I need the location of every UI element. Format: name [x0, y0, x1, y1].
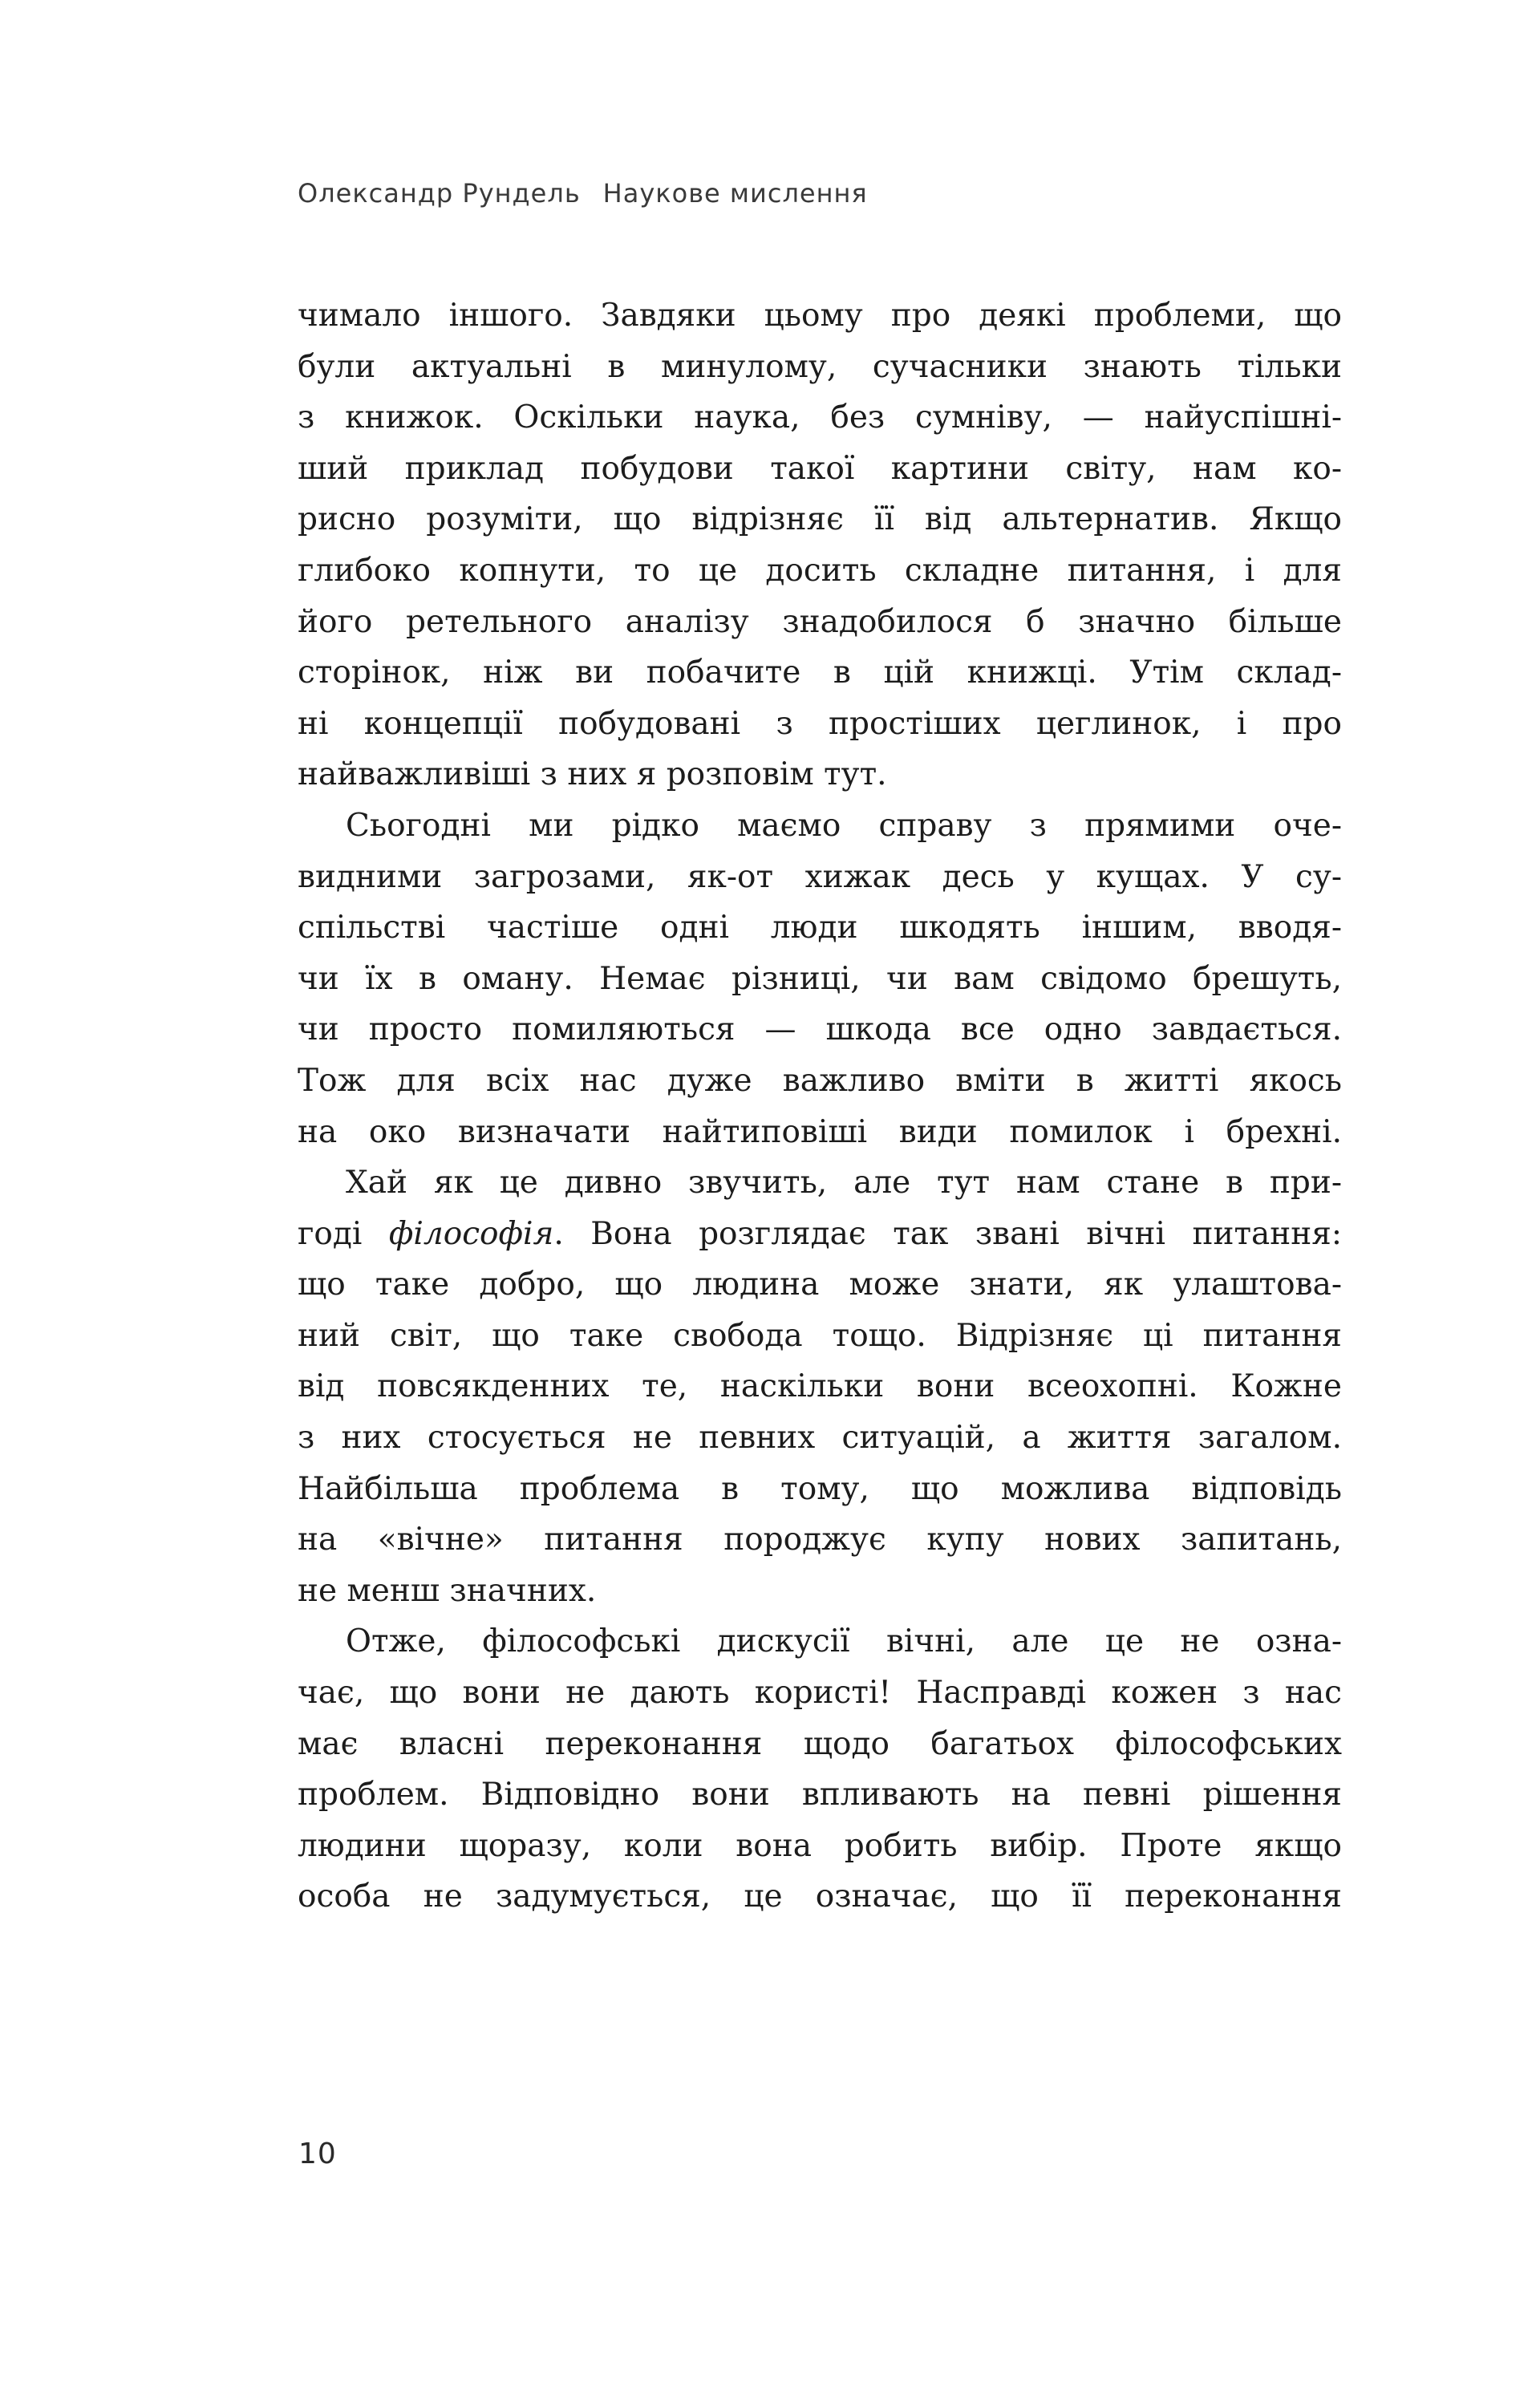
text-line: що таке добро, що людина може знати, як улаштова-	[298, 1266, 1342, 1303]
running-head	[298, 178, 868, 209]
text-line: найважливіші з них я розповім тут.	[298, 756, 887, 793]
page-body	[298, 290, 1342, 1923]
text-line: проблем. Відповідно вони впливають на певні рішення	[298, 1777, 1342, 1813]
text-line: Хай як це дивно звучить, але тут нам стане в при-	[346, 1165, 1342, 1202]
text-line: Найбільша проблема в тому, що можлива відповідь	[298, 1470, 1342, 1507]
text-line: ший приклад побудови такої картини світу, нам ко-	[298, 450, 1342, 487]
book-title: Наукове мислення	[602, 178, 868, 209]
text-line: від повсякденних те, наскільки вони всеохопні. Кожне	[298, 1368, 1342, 1405]
text-line: були актуальні в минулому, сучасники знають тільки	[298, 348, 1342, 385]
text-line: з книжок. Оскільки наука, без сумніву, — найуспішні-	[298, 399, 1342, 436]
text-line: чимало іншого. Завдяки цьому про деякі проблеми, що	[298, 298, 1342, 334]
text-line: рисно розуміти, що відрізняє її від альтернатив. Якщо	[298, 501, 1342, 538]
text-run: . Вона розглядає так звані вічні питання:	[553, 1215, 1343, 1252]
text-line: на око визначати найтиповіші види помилок і брехні.	[298, 1113, 1342, 1150]
text-line: видними загрозами, як-от хижак десь у кущах. У су-	[298, 858, 1342, 895]
paragraph	[298, 1157, 1342, 1616]
text-line: на «вічне» питання породжує купу нових запитань,	[298, 1522, 1342, 1558]
text-line: ні концепції побудовані з простіших цеглинок, і про	[298, 705, 1342, 742]
paragraph	[298, 800, 1342, 1157]
text-line: глибоко копнути, то це досить складне питання, і для	[298, 552, 1342, 589]
text-line: Тож для всіх нас дуже важливо вміти в житті якось	[298, 1062, 1342, 1099]
text-line: ний світ, що таке свобода тощо. Відрізняє ці питання	[298, 1317, 1342, 1354]
text-line: чає, що вони не дають користі! Насправді кожен з нас	[298, 1675, 1342, 1712]
paragraph	[298, 290, 1342, 800]
text-line: особа не задумується, це означає, що її переконання	[298, 1878, 1342, 1915]
text-line: Сьогодні ми рідко маємо справу з прямими оче-	[346, 807, 1342, 844]
text-line: сторінок, ніж ви побачите в цій книжці. Утім склад-	[298, 654, 1342, 691]
text-run: годі	[298, 1215, 389, 1252]
text-line	[298, 1209, 1342, 1260]
text-line: має власні переконання щодо багатьох філософських	[298, 1725, 1342, 1762]
text-line: Отже, філософські дискусії вічні, але це не озна-	[346, 1623, 1342, 1660]
page-number: 10	[298, 2138, 337, 2170]
text-line: не менш значних.	[298, 1572, 597, 1609]
text-line: його ретельного аналізу знадобилося б значно більше	[298, 603, 1342, 640]
text-line: людини щоразу, коли вона робить вибір. Проте якщо	[298, 1827, 1342, 1864]
paragraph	[298, 1616, 1342, 1923]
text-line: з них стосується не певних ситуацій, а життя загалом.	[298, 1420, 1342, 1457]
author-name: Олександр Рундель	[298, 178, 581, 209]
text-line: спільстві частіше одні люди шкодять іншим, вводя-	[298, 910, 1342, 946]
text-line: чи просто помиляються — шкода все одно завдається.	[298, 1011, 1342, 1048]
text-line: чи їх в оману. Немає різниці, чи вам свідомо брешуть,	[298, 960, 1342, 997]
italic-term: філософія	[388, 1215, 554, 1252]
